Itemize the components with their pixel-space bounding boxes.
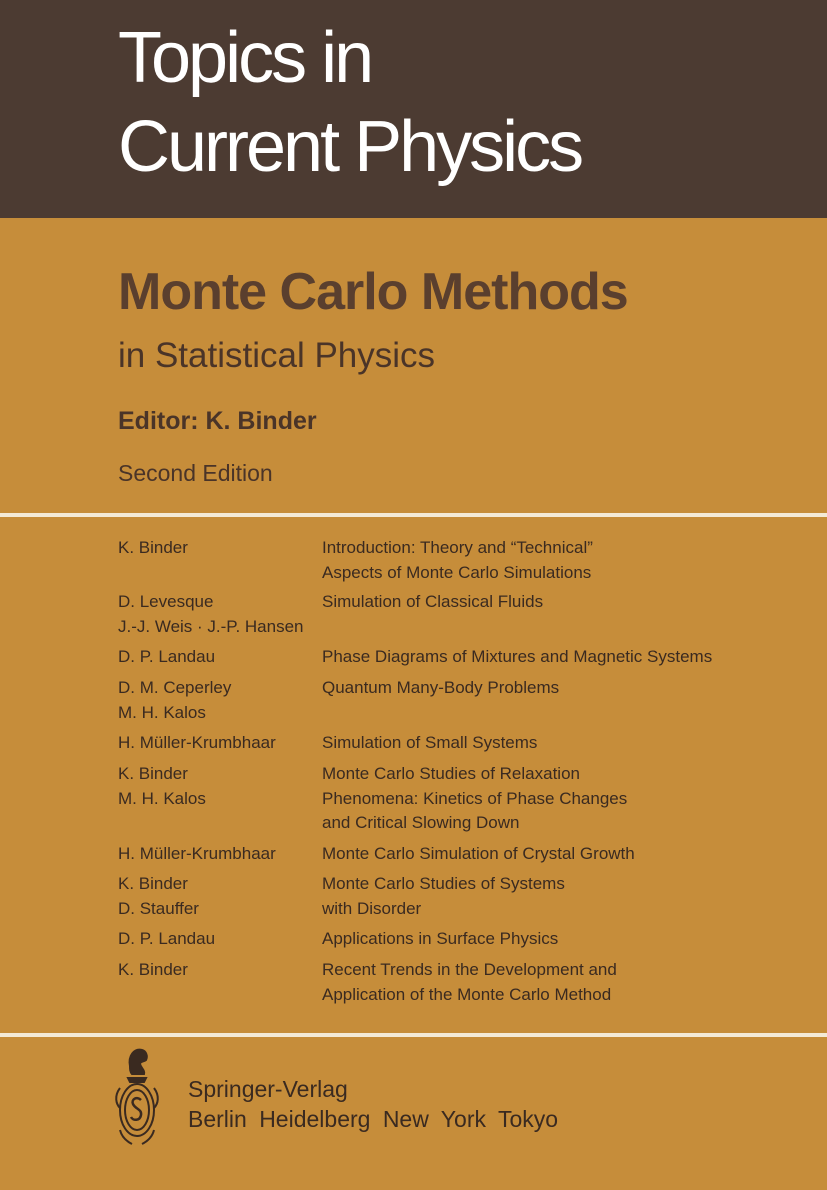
series-title-line-2: Current Physics xyxy=(118,107,582,187)
entry-chapter xyxy=(322,927,812,952)
entry-authors xyxy=(118,762,328,811)
book-title: Monte Carlo Methods xyxy=(118,263,628,321)
entry-chapter xyxy=(322,676,812,701)
author-name: M. H. Kalos xyxy=(118,788,206,808)
series-title-line-1: Topics in xyxy=(118,18,372,98)
author-name: K. Binder xyxy=(118,764,188,783)
chapter-line: Quantum Many-Body Problems xyxy=(322,678,560,697)
entry-authors xyxy=(118,676,328,725)
publisher-block xyxy=(110,1044,810,1154)
chapter-line: Monte Carlo Simulation of Crystal Growth xyxy=(322,844,635,863)
chapter-line: Phase Diagrams of Mixtures and Magnetic Systems xyxy=(322,647,713,666)
chapter-line: Simulation of Classical Fluids xyxy=(322,592,544,611)
publisher-cities: Berlin Heidelberg New York Tokyo xyxy=(188,1106,559,1132)
series-band xyxy=(0,0,827,218)
entry-chapter xyxy=(322,536,812,585)
book-edition: Second Edition xyxy=(118,460,273,486)
entry-chapter xyxy=(322,762,812,836)
author-name: K. Binder xyxy=(118,538,188,557)
author-name: D. Levesque xyxy=(118,592,214,611)
publisher-name: Springer-Verlag xyxy=(188,1076,348,1102)
chapter-line: Phenomena: Kinetics of Phase Changes xyxy=(322,788,628,808)
entry-chapter xyxy=(322,872,812,921)
author-name: D. P. Landau xyxy=(118,647,216,666)
entry-authors xyxy=(118,731,328,756)
entry-authors xyxy=(118,958,328,983)
author-name: H. Müller-Krumbhaar xyxy=(118,844,276,863)
book-subtitle: in Statistical Physics xyxy=(118,336,436,375)
entry-chapter xyxy=(322,842,812,867)
chapter-line: with Disorder xyxy=(322,898,422,918)
entry-authors xyxy=(118,842,328,867)
author-name: D. Stauffer xyxy=(118,898,199,918)
chapter-line: Recent Trends in the Development and xyxy=(322,960,617,979)
entry-authors xyxy=(118,645,328,670)
chapter-line: Monte Carlo Studies of Systems xyxy=(322,874,565,893)
author-name: J.-J. Weis · J.-P. Hansen xyxy=(118,616,304,636)
top-divider xyxy=(0,513,827,517)
entry-authors xyxy=(118,590,328,639)
entry-chapter xyxy=(322,958,812,1007)
chapter-line: Application of the Monte Carlo Method xyxy=(322,984,612,1004)
chapter-line: and Critical Slowing Down xyxy=(322,813,520,832)
entry-chapter xyxy=(322,645,812,670)
author-name: H. Müller-Krumbhaar xyxy=(118,733,276,752)
springer-knight-icon xyxy=(110,1044,164,1148)
author-name: D. P. Landau xyxy=(118,929,216,948)
entry-authors xyxy=(118,927,328,952)
entry-chapter xyxy=(322,590,812,615)
author-name: D. M. Ceperley xyxy=(118,678,232,697)
chapter-line: Simulation of Small Systems xyxy=(322,733,538,752)
author-name: K. Binder xyxy=(118,874,188,893)
entry-authors xyxy=(118,536,328,561)
book-editor: Editor: K. Binder xyxy=(118,407,317,435)
chapter-line: Applications in Surface Physics xyxy=(322,929,559,948)
entry-chapter xyxy=(322,731,812,756)
author-name: M. H. Kalos xyxy=(118,702,206,722)
author-name: K. Binder xyxy=(118,960,188,979)
chapter-line: Introduction: Theory and “Technical” xyxy=(322,538,593,557)
entry-authors xyxy=(118,872,328,921)
chapter-line: Monte Carlo Studies of Relaxation xyxy=(322,764,580,783)
bottom-divider xyxy=(0,1033,827,1037)
chapter-line: Aspects of Monte Carlo Simulations xyxy=(322,562,592,582)
